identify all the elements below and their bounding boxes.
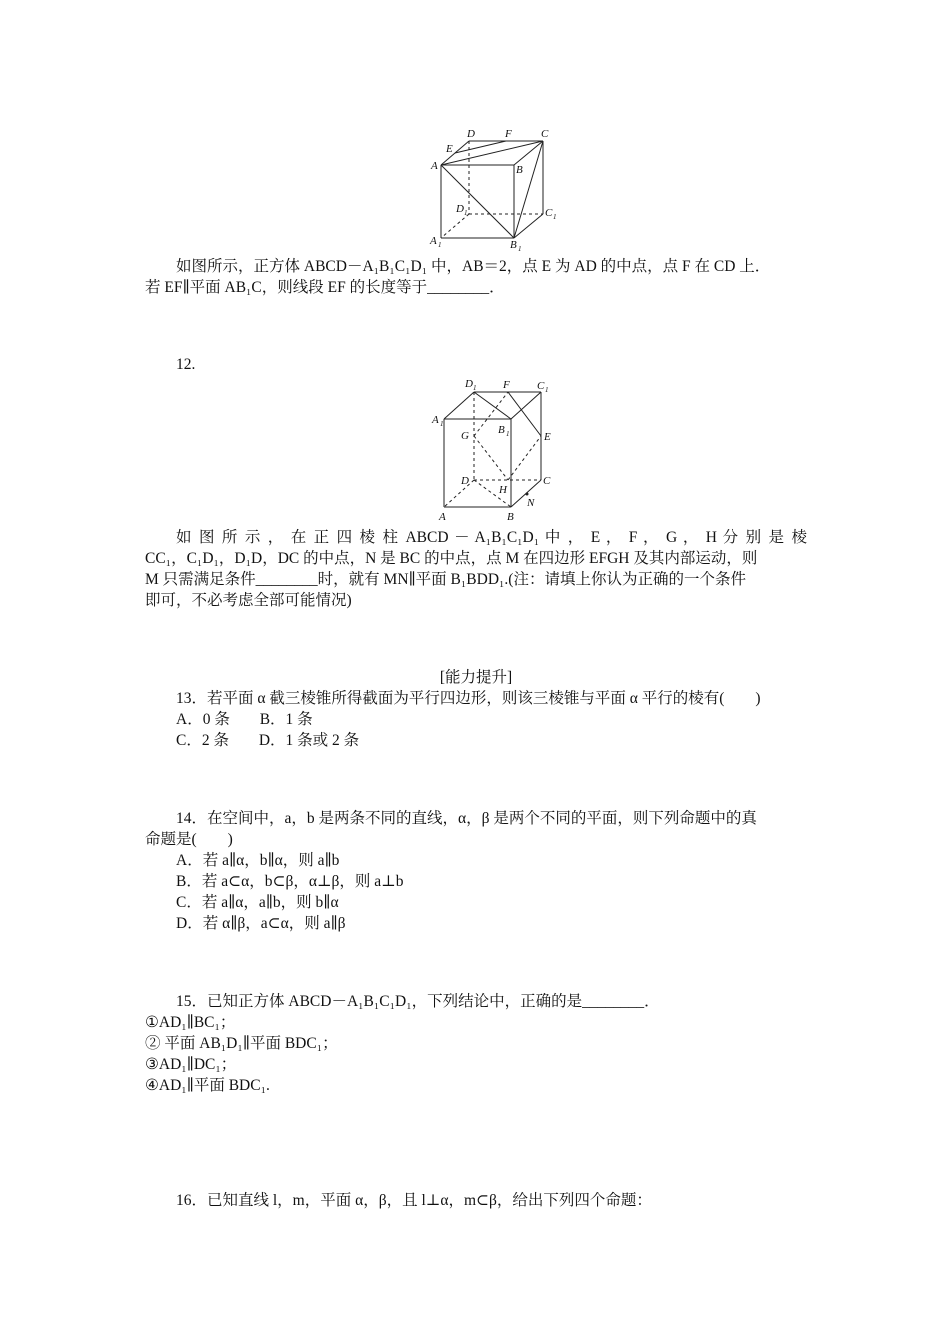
q11-line2: 若 EF∥平面 AB₁C，则线段 EF 的长度等于________． bbox=[145, 279, 505, 296]
q13-options-row2 bbox=[145, 730, 807, 751]
fig1-label-C1: C bbox=[545, 207, 553, 219]
q14-option-b: B．若 a⊂α，b⊂β，α⊥β，则 a⊥b bbox=[176, 873, 404, 890]
fig2-sub-A1: 1 bbox=[440, 420, 444, 428]
fig2-label-C: C bbox=[543, 475, 551, 487]
fig1-label-C: C bbox=[541, 128, 549, 140]
q12-line4: 即可，不必考虑全部可能情况) bbox=[145, 592, 352, 609]
fig2-label-D1: D bbox=[465, 378, 473, 390]
q13-options-row1 bbox=[145, 709, 807, 730]
q16-stem: 16．已知直线 l，m，平面 α，β，且 l⊥α，m⊂β，给出下列四个命题： bbox=[176, 1192, 652, 1209]
fig1-label-D1: D bbox=[456, 203, 464, 215]
q13-option-c: C．2 条 bbox=[176, 732, 229, 749]
q15-conclusion-1: ①AD₁∥BC₁； bbox=[145, 1014, 236, 1031]
fig2-label-B: B bbox=[507, 511, 514, 523]
q15-stem: 15．已知正方体 ABCD－A₁B₁C₁D₁，下列结论中，正确的是________． bbox=[176, 993, 660, 1010]
q11-line1: 如图所示，正方体 ABCD－A₁B₁C₁D₁ 中，AB＝2，点 E 为 AD 的中点，点 F 在 CD 上． bbox=[176, 258, 771, 275]
fig2-sub-D1: 1 bbox=[473, 384, 477, 392]
q13-option-d: D．1 条或 2 条 bbox=[258, 732, 360, 749]
fig1-sub-B1: 1 bbox=[518, 245, 522, 252]
q14-line2: 命题是( ) bbox=[145, 831, 233, 848]
fig1-sub-A1: 1 bbox=[438, 241, 442, 249]
q13-option-a: A．0 条 bbox=[176, 711, 230, 728]
fig2-label-G: G bbox=[461, 430, 469, 442]
q12-line2: CC₁，C₁D₁，D₁D，DC 的中点，N 是 BC 的中点，点 M 在四边形 EFGH 及其内部运动，则 bbox=[145, 550, 758, 567]
fig1-label-D: D bbox=[467, 128, 475, 140]
q12-line1: 如 图 所 示 ， 在 正 四 棱 柱 ABCD － A₁B₁C₁D₁ 中 ， E ， F ， G ， H 分 别 是 棱 bbox=[176, 529, 807, 546]
section-title: [能力提升] bbox=[439, 669, 513, 686]
fig2-label-F: F bbox=[503, 379, 510, 391]
q14-option-a: A．若 a∥α，b∥α，则 a∥b bbox=[176, 852, 340, 869]
fig2-label-A1: A bbox=[432, 414, 439, 426]
fig1-label-A1: A bbox=[430, 235, 437, 247]
fig1-label-A: A bbox=[431, 160, 438, 172]
q13-option-b: B．1 条 bbox=[259, 711, 313, 728]
q14-option-c: C．若 a∥α，a∥b，则 b∥α bbox=[176, 894, 339, 911]
fig2-sub-B1: 1 bbox=[506, 430, 510, 438]
fig2-label-B1: B bbox=[498, 424, 505, 436]
q15-conclusion-2: ② 平面 AB₁D₁∥平面 BDC₁； bbox=[145, 1035, 338, 1052]
fig2-label-E: E bbox=[544, 431, 551, 443]
q14-line1: 14．在空间中，a，b 是两条不同的直线，α，β 是两个不同的平面，则下列命题中的真 bbox=[176, 810, 757, 827]
q15-conclusion-3: ③AD₁∥DC₁； bbox=[145, 1056, 237, 1073]
fig1-sub-C1: 1 bbox=[553, 213, 557, 221]
fig1-label-F: F bbox=[505, 128, 512, 140]
cube-figure-1 bbox=[425, 124, 565, 252]
q12-number: 12. bbox=[176, 356, 196, 373]
q14-option-d: D．若 α∥β，a⊂α，则 a∥β bbox=[176, 915, 346, 932]
fig2-label-C1: C bbox=[537, 380, 545, 392]
fig2-label-H: H bbox=[499, 484, 507, 496]
fig1-label-E: E bbox=[446, 143, 453, 155]
prism-figure-2 bbox=[428, 374, 558, 526]
q12-line3: M 只需满足条件________时，就有 MN∥平面 B₁BDD₁.(注：请填上你认为正确的一个条件 bbox=[145, 571, 746, 588]
fig2-label-A: A bbox=[439, 511, 446, 523]
fig2-label-N: N bbox=[527, 497, 535, 509]
fig1-label-B: B bbox=[516, 164, 523, 176]
q15-conclusion-4: ④AD₁∥平面 BDC₁. bbox=[145, 1077, 270, 1094]
q13-stem: 13．若平面 α 截三棱锥所得截面为平行四边形，则该三棱锥与平面 α 平行的棱有( ) bbox=[176, 690, 761, 707]
fig2-sub-C1: 1 bbox=[545, 386, 549, 394]
fig2-label-D: D bbox=[461, 475, 469, 487]
fig1-label-B1: B bbox=[510, 239, 517, 251]
fig1-sub-D1: 1 bbox=[464, 209, 468, 217]
